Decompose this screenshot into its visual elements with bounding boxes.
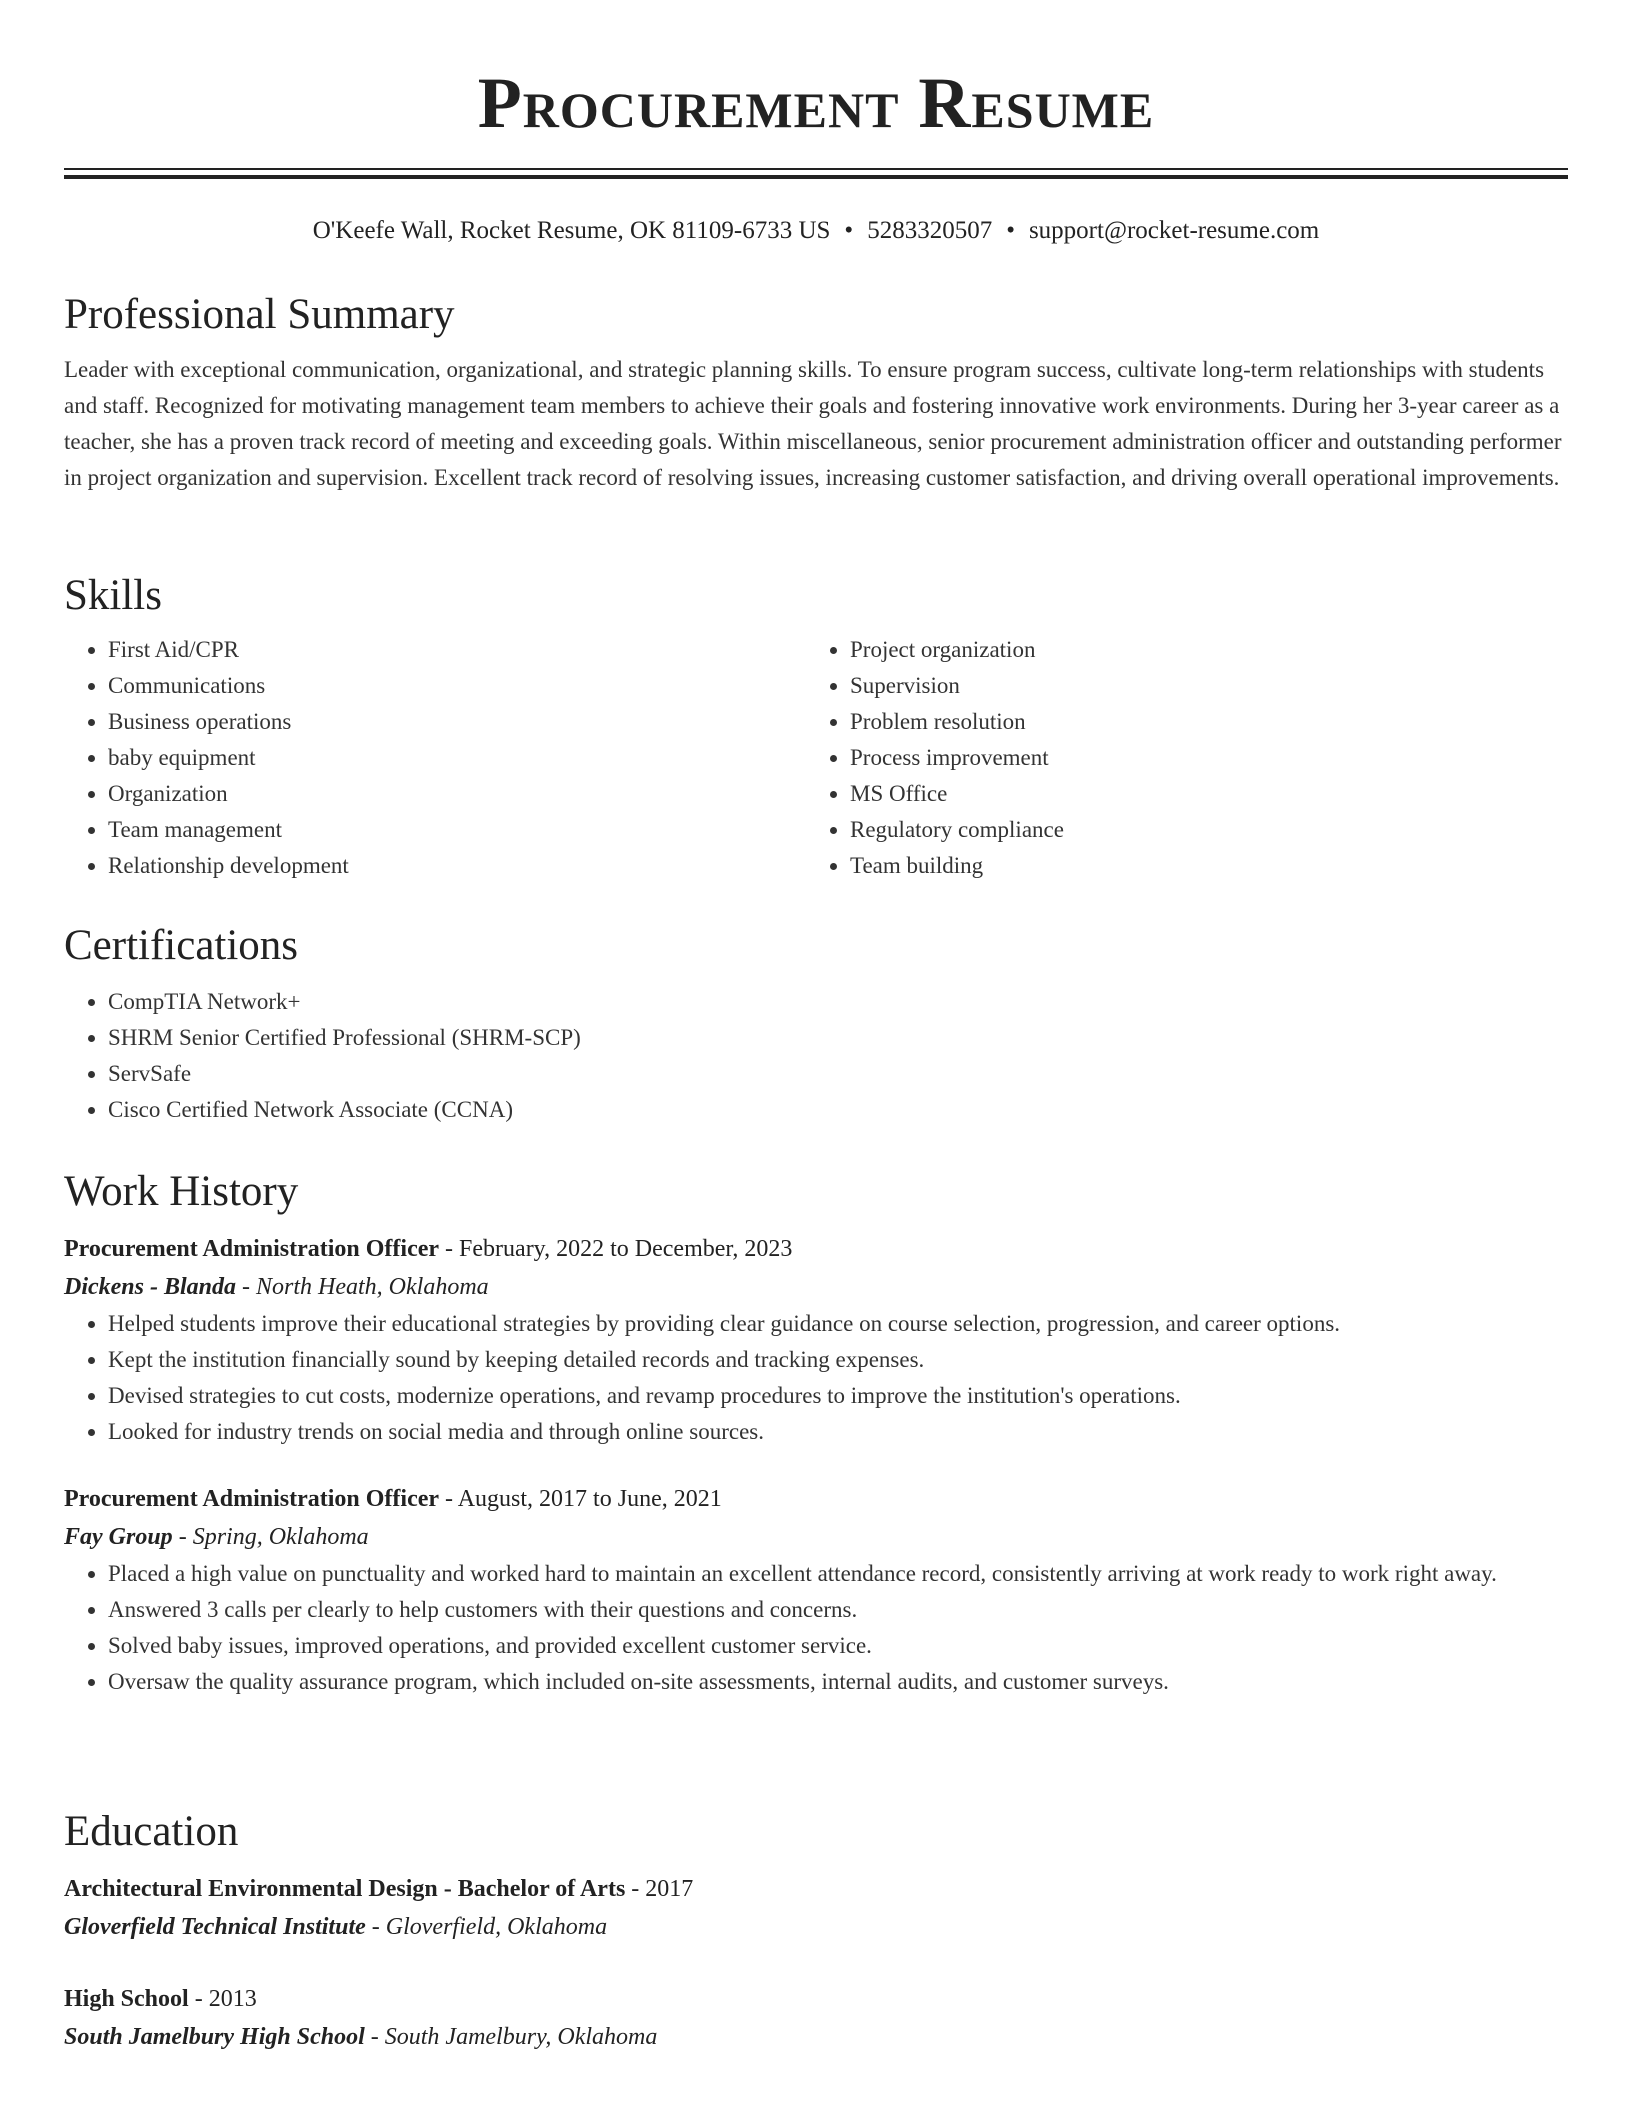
skill-item: • Team management bbox=[108, 812, 806, 848]
education-location: South Jamelbury, Oklahoma bbox=[384, 2024, 658, 2050]
skill-item: • Relationship development bbox=[108, 848, 806, 884]
skill-item: • MS Office bbox=[850, 776, 1548, 812]
skill-item: • Process improvement bbox=[850, 740, 1548, 776]
job-bullet-list bbox=[64, 1556, 1568, 1700]
summary-heading: Professional Summary bbox=[64, 291, 455, 338]
job-dates: February, 2022 to December, 2023 bbox=[459, 1236, 793, 1262]
skill-item: • First Aid/CPR bbox=[108, 632, 806, 668]
skills-right-column bbox=[806, 632, 1548, 884]
job-bullet-list bbox=[64, 1306, 1568, 1450]
job-bullet: • Answered 3 calls per clearly to help customers with their questions and concerns. bbox=[108, 1592, 1568, 1628]
skills-heading: Skills bbox=[64, 572, 162, 619]
title-rule-thin bbox=[64, 168, 1568, 170]
skills-left-column bbox=[64, 632, 806, 884]
job-dates: August, 2017 to June, 2021 bbox=[457, 1486, 722, 1512]
skill-item: • Supervision bbox=[850, 668, 1548, 704]
skill-item: • Communications bbox=[108, 668, 806, 704]
contact-separator: • bbox=[1006, 217, 1015, 244]
job-title: Procurement Administration Officer bbox=[64, 1486, 440, 1512]
education-degree-line: Architectural Environmental Design - Bachelor of Arts - 2017 bbox=[64, 1876, 694, 1902]
contact-email: support@rocket-resume.com bbox=[1028, 217, 1320, 244]
summary-text: Leader with exceptional communication, organizational, and strategic planning skills. To ensure program success, cultivate long-term relationships with students and staff. Recognized for motivating management team members to achieve their goals and fostering innovative work environments. During her 3-year career as a teacher, she has a proven track record of meeting and exceeding goals. Within miscellaneous, senior procurement administration officer and outstanding performer in project organization and supervision. Excellent track record of resolving issues, increasing customer satisfaction, and driving overall operational improvements. bbox=[64, 357, 1562, 490]
education-year: 2013 bbox=[208, 1986, 257, 2012]
resume-title: Procurement Resume bbox=[477, 63, 1155, 143]
certification-item: • ServSafe bbox=[108, 1056, 1568, 1092]
job-header: Procurement Administration Officer - August, 2017 to June, 2021 bbox=[64, 1486, 722, 1512]
contact-phone: 5283320507 bbox=[867, 217, 993, 244]
contact-separator: • bbox=[844, 217, 854, 244]
skill-item: • baby equipment bbox=[108, 740, 806, 776]
education-degree: High School bbox=[64, 1986, 189, 2012]
job-title: Procurement Administration Officer bbox=[64, 1236, 440, 1262]
work-history-section bbox=[64, 1164, 1568, 1700]
contact-address: O'Keefe Wall, Rocket Resume, OK 81109-6733 US bbox=[312, 217, 831, 244]
skill-item: • Regulatory compliance bbox=[850, 812, 1548, 848]
job-company: Dickens - Blanda bbox=[64, 1274, 237, 1300]
education-entry bbox=[64, 1870, 1568, 1946]
job-bullet: • Solved baby issues, improved operations, and provided excellent customer service. bbox=[108, 1628, 1568, 1664]
certification-item: • SHRM Senior Certified Professional (SHRM-SCP) bbox=[108, 1020, 1568, 1056]
education-school: Gloverfield Technical Institute bbox=[64, 1914, 366, 1940]
job-bullet: • Placed a high value on punctuality and worked hard to maintain an excellent attendance record, consistently arriving at work ready to work right away. bbox=[108, 1556, 1568, 1592]
certification-item: • CompTIA Network+ bbox=[108, 984, 1568, 1020]
education-location: Gloverfield, Oklahoma bbox=[385, 1914, 608, 1940]
job-company-line: Fay Group - Spring, Oklahoma bbox=[64, 1524, 369, 1550]
education-section bbox=[64, 1804, 1568, 2056]
contact-line bbox=[64, 214, 1568, 248]
job-bullet: • Looked for industry trends on social media and through online sources. bbox=[108, 1414, 1568, 1450]
work-history-heading: Work History bbox=[64, 1168, 299, 1215]
job-bullet: • Kept the institution financially sound by keeping detailed records and tracking expenses. bbox=[108, 1342, 1568, 1378]
job-entry bbox=[64, 1480, 1568, 1700]
education-degree: Architectural Environmental Design - Bachelor of Arts bbox=[64, 1876, 626, 1902]
job-bullet: • Helped students improve their educational strategies by providing clear guidance on course selection, progression, and career options. bbox=[108, 1306, 1568, 1342]
skill-item: • Problem resolution bbox=[850, 704, 1548, 740]
job-bullet: • Oversaw the quality assurance program, which included on-site assessments, internal audits, and customer surveys. bbox=[108, 1664, 1568, 1700]
skills-columns bbox=[64, 632, 1568, 884]
job-header: Procurement Administration Officer - February, 2022 to December, 2023 bbox=[64, 1236, 793, 1262]
skill-item: • Team building bbox=[850, 848, 1548, 884]
skills-section bbox=[64, 568, 1568, 884]
skill-item: • Business operations bbox=[108, 704, 806, 740]
job-location: Spring, Oklahoma bbox=[192, 1524, 369, 1550]
summary-section bbox=[64, 287, 1568, 496]
job-bullet: • Devised strategies to cut costs, modernize operations, and revamp procedures to improve the institution's operations. bbox=[108, 1378, 1568, 1414]
education-school-line: Gloverfield Technical Institute - Gloverfield, Oklahoma bbox=[64, 1914, 608, 1940]
education-entry bbox=[64, 1980, 1568, 2056]
job-company: Fay Group bbox=[64, 1524, 173, 1550]
job-entry bbox=[64, 1230, 1568, 1450]
job-company-line: Dickens - Blanda - North Heath, Oklahoma bbox=[64, 1274, 489, 1300]
certifications-section bbox=[64, 918, 1568, 1128]
certifications-heading: Certifications bbox=[64, 922, 299, 969]
skill-item: • Project organization bbox=[850, 632, 1548, 668]
skill-item: • Organization bbox=[108, 776, 806, 812]
job-location: North Heath, Oklahoma bbox=[256, 1274, 489, 1300]
education-degree-line: High School - 2013 bbox=[64, 1986, 257, 2012]
education-heading: Education bbox=[64, 1808, 239, 1855]
title-rule-thick bbox=[64, 175, 1568, 179]
certification-item: • Cisco Certified Network Associate (CCNA) bbox=[108, 1092, 1568, 1128]
education-school: South Jamelbury High School bbox=[64, 2024, 365, 2050]
education-year: 2017 bbox=[645, 1876, 694, 1902]
education-school-line: South Jamelbury High School - South Jamelbury, Oklahoma bbox=[64, 2024, 658, 2050]
